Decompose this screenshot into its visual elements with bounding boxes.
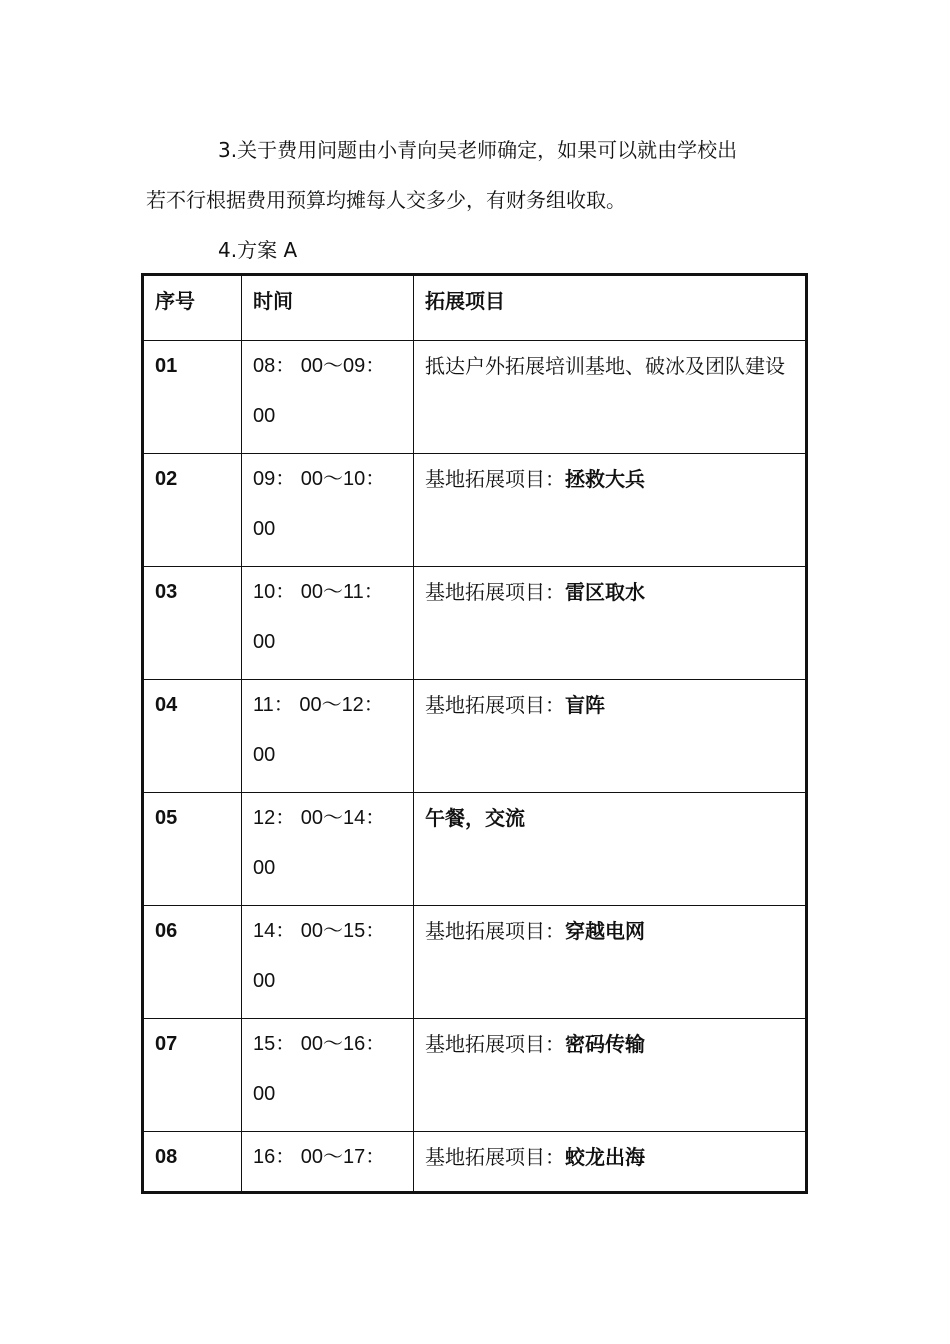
cell-seq: 01 [143,341,242,454]
cell-time: 10： 00～11： 00 [242,567,414,680]
cell-seq: 08 [143,1132,242,1193]
header-project: 拓展项目 [414,275,807,341]
cell-time: 14： 00～15： 00 [242,906,414,1019]
cell-time: 11： 00～12： 00 [242,680,414,793]
cell-seq: 05 [143,793,242,906]
cell-project: 基地拓展项目：盲阵 [414,680,807,793]
cell-project: 基地拓展项目：蛟龙出海 [414,1132,807,1193]
table-row [143,1132,807,1193]
cell-project: 基地拓展项目：密码传输 [414,1019,807,1132]
cell-seq: 06 [143,906,242,1019]
table-row [143,341,807,454]
cell-project: 基地拓展项目：拯救大兵 [414,454,807,567]
cell-time: 08： 00～09： 00 [242,341,414,454]
table-row [143,793,807,906]
cell-project: 基地拓展项目：穿越电网 [414,906,807,1019]
table-row [143,680,807,793]
paragraph-plan-a-heading: 4.方案 A [218,238,298,262]
cell-time: 15： 00～16： 00 [242,1019,414,1132]
table-row [143,1019,807,1132]
header-seq: 序号 [143,275,242,341]
cell-seq: 04 [143,680,242,793]
cell-seq: 03 [143,567,242,680]
cell-time: 16： 00～17： [242,1132,414,1193]
cell-seq: 07 [143,1019,242,1132]
cell-project: 午餐，交流 [414,793,807,906]
cell-project: 抵达户外拓展培训基地、破冰及团队建设 [414,341,807,454]
table-row [143,567,807,680]
cell-project: 基地拓展项目：雷区取水 [414,567,807,680]
table-row [143,454,807,567]
paragraph-cost-split: 若不行根据费用预算均摊每人交多少，有财务组收取。 [146,188,626,212]
table-row [143,906,807,1019]
cell-time: 09： 00～10： 00 [242,454,414,567]
schedule-table [141,273,808,1194]
cell-seq: 02 [143,454,242,567]
cell-time: 12： 00～14： 00 [242,793,414,906]
header-time: 时间 [242,275,414,341]
paragraph-cost-issue: 3.关于费用问题由小青向吴老师确定，如果可以就由学校出 [218,138,738,162]
table-header-row [143,275,807,341]
